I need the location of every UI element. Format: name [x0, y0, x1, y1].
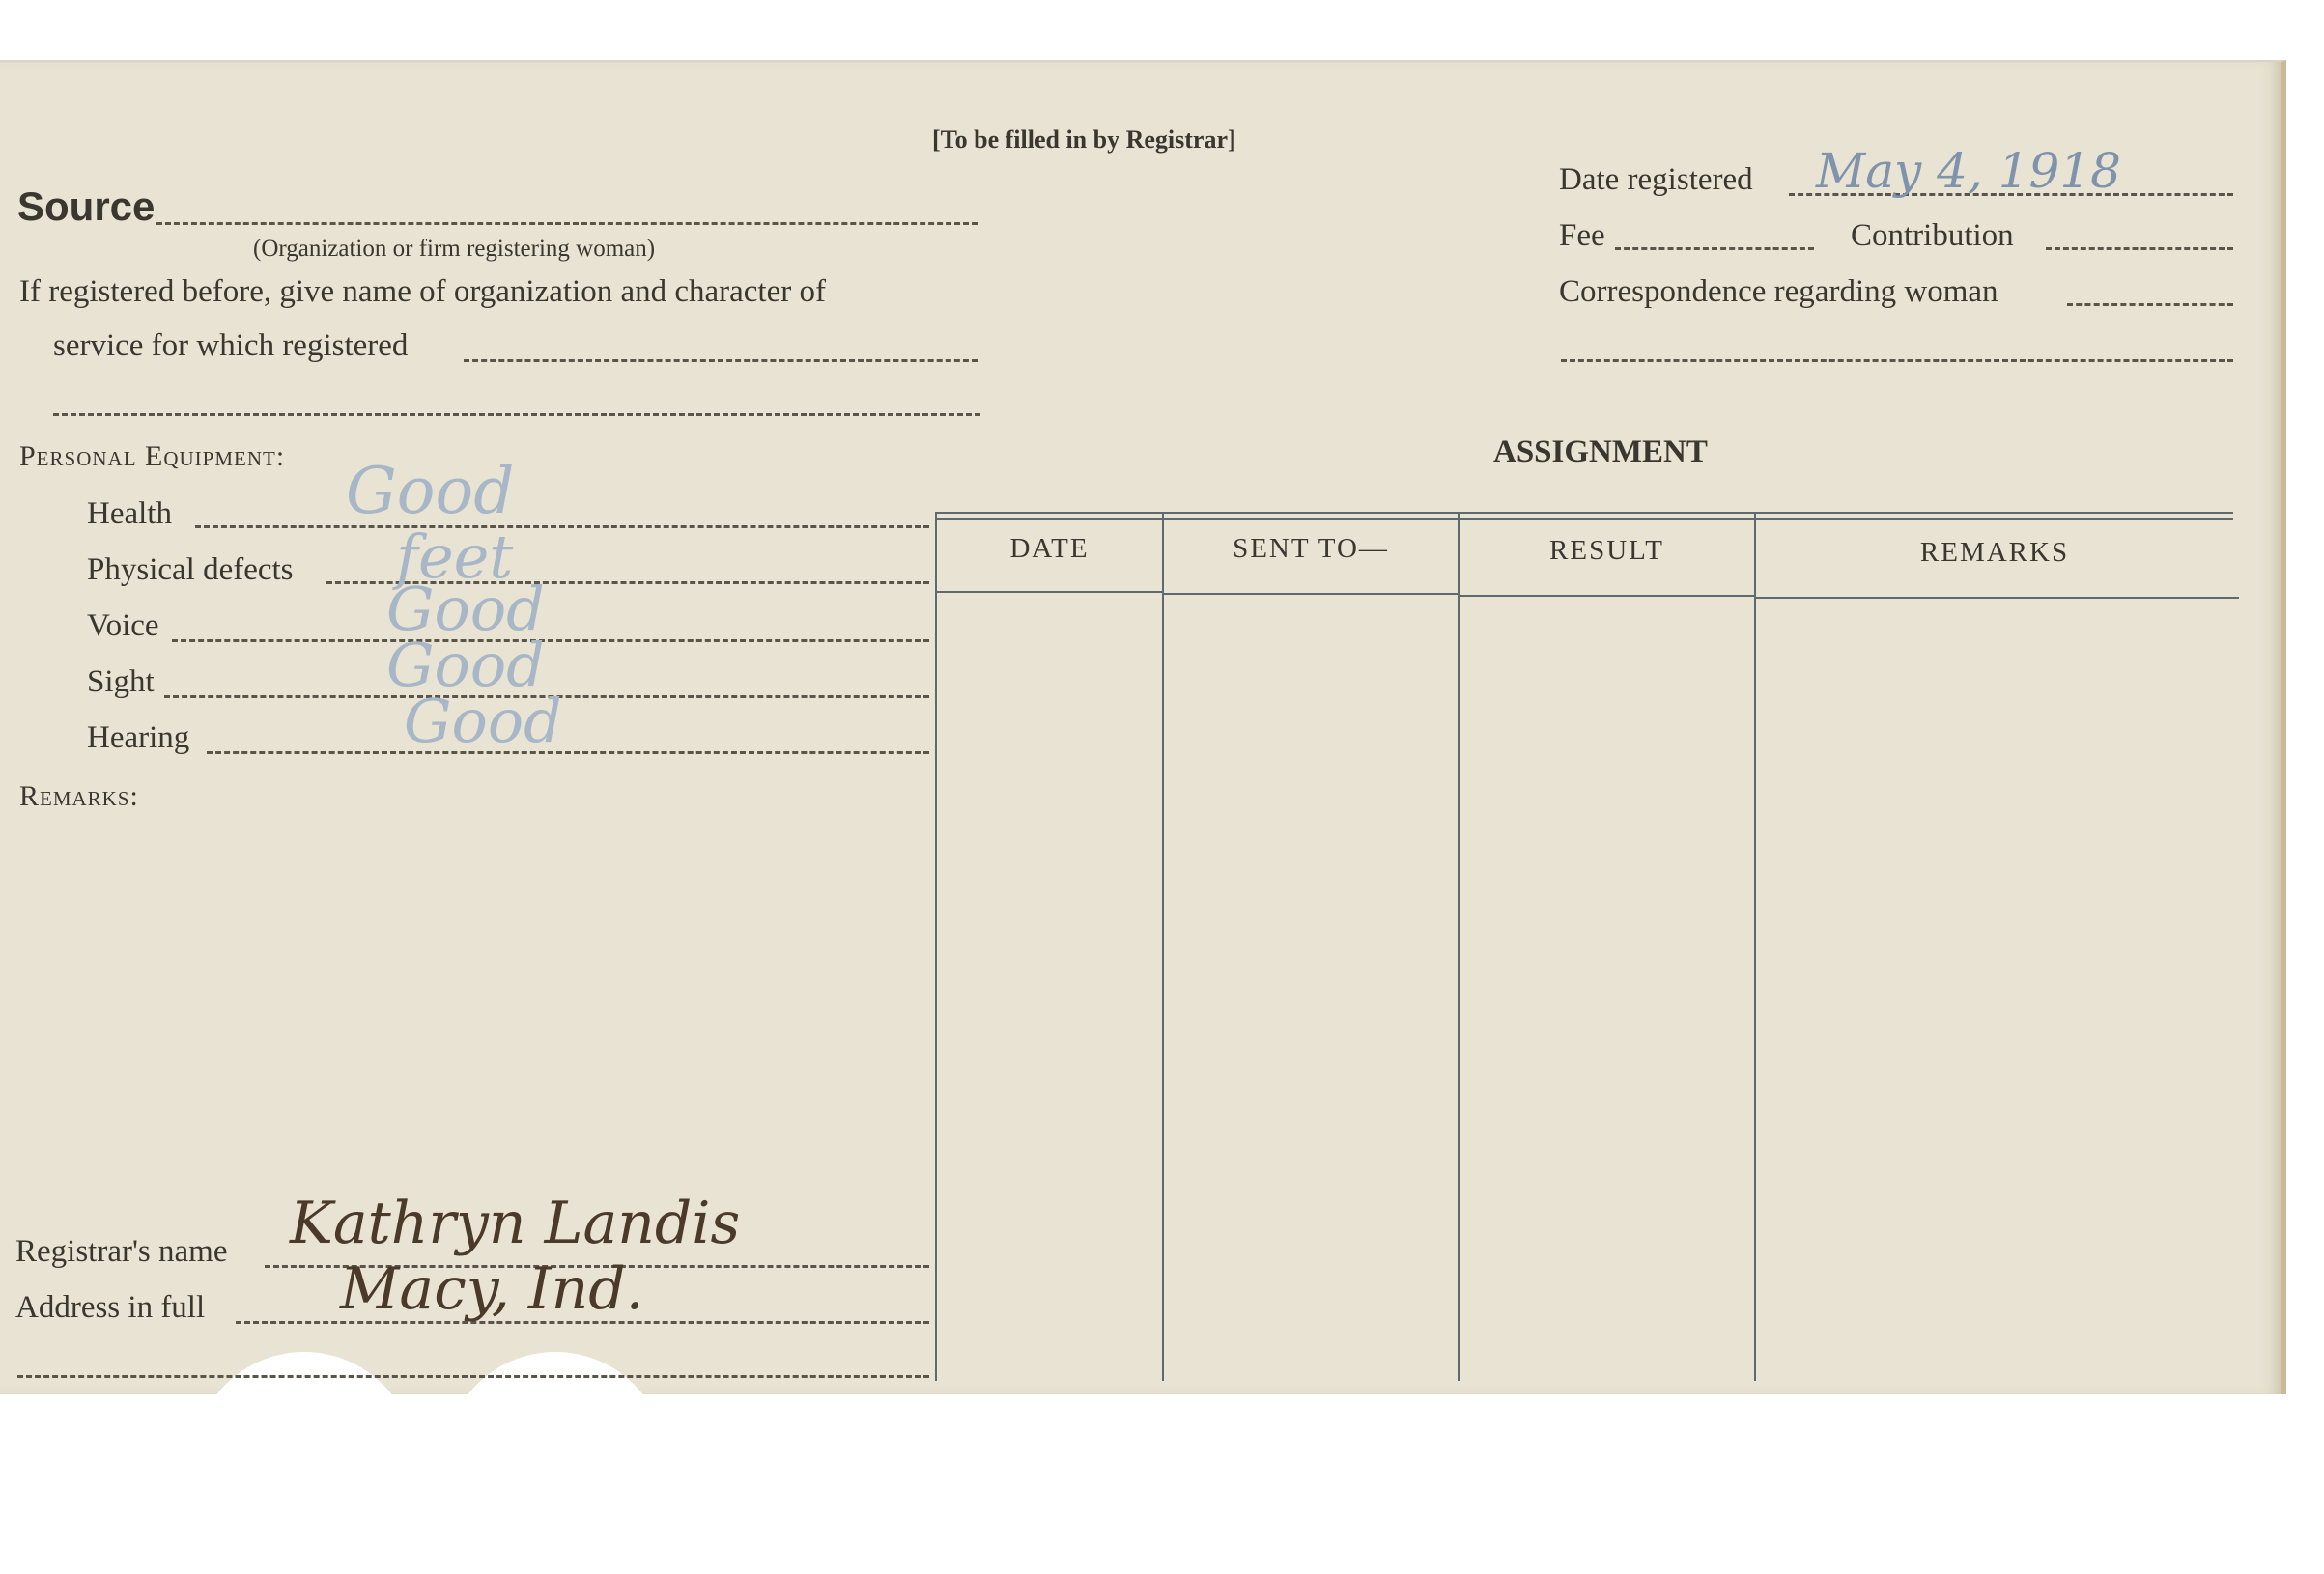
date-registered-label: Date registered — [1559, 162, 1753, 197]
hearing-value: Good — [404, 686, 562, 756]
health-line — [195, 525, 929, 528]
registrar-note: [To be filled in by Registrar] — [932, 126, 1236, 154]
column-header-date: DATE — [1009, 533, 1090, 564]
contribution-label: Contribution — [1851, 218, 2014, 253]
table-top-rule — [935, 512, 2233, 514]
column-header-result: RESULT — [1549, 535, 1664, 566]
header-underline-remarks — [1756, 597, 2239, 599]
address-line-2 — [17, 1375, 929, 1378]
column-header-sent-to: SENT TO— — [1233, 533, 1389, 564]
remarks-label: Remarks: — [19, 780, 139, 812]
header-underline-result — [1460, 595, 1754, 597]
physical-defects-value: feet — [396, 521, 514, 592]
header-underline-date — [937, 591, 1162, 593]
date-registered-value: May 4, 1918 — [1816, 143, 2121, 199]
registrar-name-value: Kathryn Landis — [290, 1190, 741, 1257]
card-notch-left — [193, 1352, 415, 1574]
fee-label: Fee — [1559, 218, 1605, 253]
table-divider-3 — [1754, 512, 1756, 1381]
header-underline-sent-to — [1164, 593, 1458, 595]
voice-value: Good — [386, 574, 545, 644]
address-label: Address in full — [15, 1290, 206, 1325]
sight-label: Sight — [87, 664, 155, 699]
table-divider-2 — [1458, 512, 1460, 1381]
contribution-line — [2046, 247, 2233, 250]
health-label: Health — [87, 496, 172, 531]
voice-label: Voice — [87, 608, 159, 643]
prev-registration-field-2 — [53, 413, 980, 416]
table-divider-1 — [1162, 512, 1164, 1381]
prev-registration-field — [464, 359, 978, 362]
source-label: Source — [17, 183, 156, 229]
personal-equipment-title: Personal Equipment: — [19, 440, 286, 472]
fee-line — [1615, 247, 1814, 250]
source-hint: (Organization or firm registering woman) — [253, 236, 656, 262]
sight-value: Good — [386, 630, 545, 700]
health-value: Good — [346, 454, 515, 528]
hearing-label: Hearing — [87, 720, 190, 755]
correspondence-label: Correspondence regarding woman — [1559, 274, 1998, 309]
prev-registration-line2: service for which registered — [53, 328, 409, 363]
address-value: Macy, Ind. — [340, 1255, 644, 1323]
registrar-name-label: Registrar's name — [15, 1234, 228, 1269]
assignment-title: ASSIGNMENT — [1493, 435, 1708, 469]
card-notch-right — [444, 1352, 666, 1574]
table-top-rule-2 — [935, 518, 2233, 520]
source-line — [156, 222, 978, 225]
table-left-border — [935, 512, 937, 1381]
prev-registration-line1: If registered before, give name of organization and character of — [19, 274, 826, 309]
hearing-line — [207, 751, 929, 754]
physical-defects-label: Physical defects — [87, 552, 294, 587]
correspondence-line — [2067, 303, 2233, 306]
correspondence-line-2 — [1561, 359, 2233, 362]
column-header-remarks: REMARKS — [1919, 537, 2070, 568]
voice-line — [172, 639, 929, 642]
